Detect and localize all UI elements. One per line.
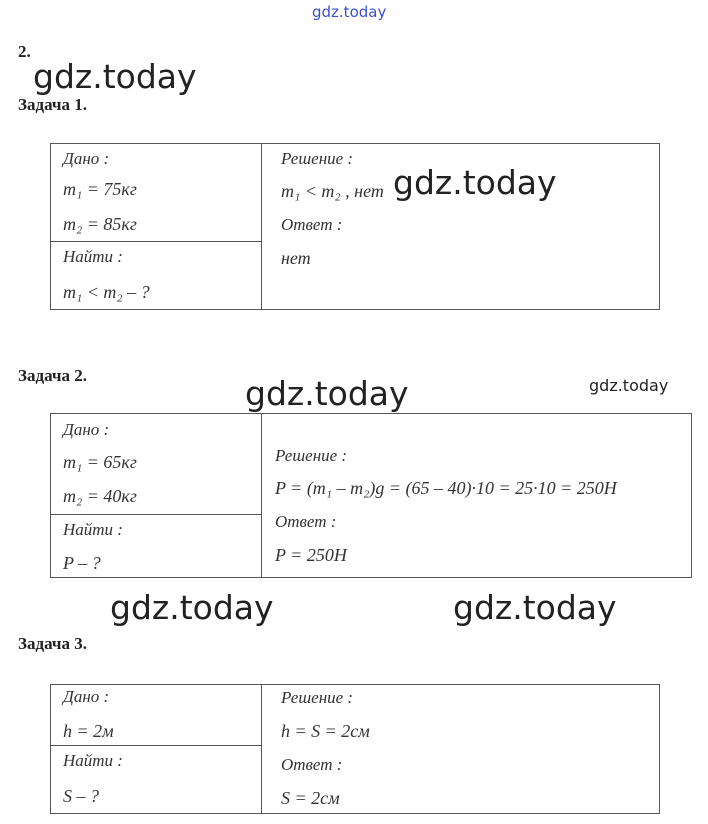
task-1-table [50,143,660,310]
table-divider [51,745,261,746]
task-3-table [50,684,660,814]
answer-value: S = 2см [281,788,340,808]
find-value: P – ? [63,553,101,573]
find-label: Найти : [63,751,123,770]
watermark-top: gdz.today [312,3,387,21]
find-value: m₁ < m₂ – ? [63,282,150,302]
answer-value: нет [281,248,311,268]
watermark: gdz.today [589,376,669,395]
given-value: m₁ = 65кг [63,452,137,472]
solution-line: m₁ < m₂ , нет [281,181,384,201]
given-label: Дано : [63,149,110,168]
table-divider [51,241,261,242]
solution-label: Решение : [275,446,348,465]
given-label: Дано : [63,420,110,439]
watermark: gdz.today [33,57,197,96]
solution-line: h = S = 2см [281,721,370,741]
table-divider [261,685,262,813]
answer-value: P = 250H [275,545,347,565]
watermark: gdz.today [393,163,557,202]
table-divider [261,414,262,577]
watermark: gdz.today [453,588,617,627]
table-divider [51,514,261,515]
answer-label: Ответ : [281,215,343,234]
answer-label: Ответ : [281,755,343,774]
given-value: m₂ = 85кг [63,214,137,234]
section-number: 2. [18,42,31,61]
solution-label: Решение : [281,688,354,707]
watermark: gdz.today [110,588,274,627]
given-value: m₂ = 40кг [63,486,137,506]
watermark: gdz.today [245,374,409,413]
find-label: Найти : [63,247,123,266]
answer-label: Ответ : [275,512,337,531]
solution-label: Решение : [281,149,354,168]
task-2-table [50,413,692,578]
given-label: Дано : [63,687,110,706]
table-divider [261,144,262,309]
task-3-title: Задача 3. [18,634,87,653]
given-value: h = 2м [63,721,114,741]
given-value: m₁ = 75кг [63,179,137,199]
find-label: Найти : [63,520,123,539]
solution-line: P = (m₁ – m₂)g = (65 – 40)·10 = 25·10 = 250H [275,478,617,498]
task-2-title: Задача 2. [18,366,87,385]
find-value: S – ? [63,786,99,806]
task-1-title: Задача 1. [18,95,87,114]
